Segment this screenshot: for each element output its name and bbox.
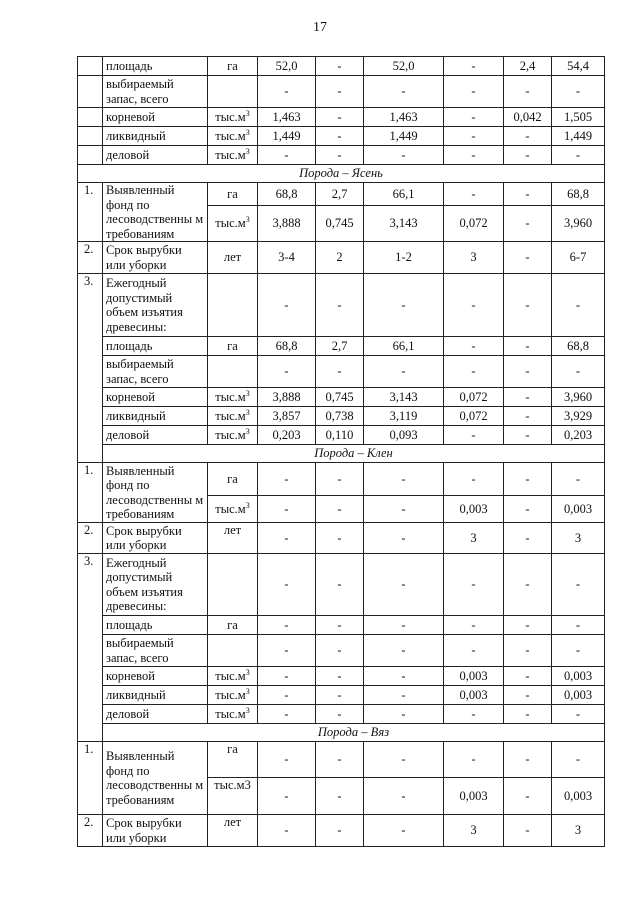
- value-cell: -: [504, 274, 552, 337]
- value-cell: -: [364, 667, 444, 686]
- unit-cell: [208, 635, 258, 667]
- value-cell: -: [504, 242, 552, 274]
- value-cell: 3: [552, 523, 605, 554]
- value-cell: -: [364, 616, 444, 635]
- value-cell: 68,8: [258, 337, 316, 356]
- value-cell: -: [364, 496, 444, 523]
- row-label: площадь: [103, 616, 208, 635]
- unit-cell: [208, 667, 258, 686]
- value-cell: 0,110: [316, 426, 364, 445]
- value-cell: -: [444, 635, 504, 667]
- unit-cell: [208, 407, 258, 426]
- row-label: деловой: [103, 426, 208, 445]
- value-cell: 1,449: [552, 127, 605, 146]
- table-row: [78, 742, 605, 778]
- table-row: [78, 337, 605, 356]
- row-number: 3.: [78, 554, 103, 742]
- value-cell: -: [504, 523, 552, 554]
- table-row: [78, 127, 605, 146]
- value-cell: 52,0: [258, 57, 316, 76]
- section-title: Порода – Клен: [103, 445, 605, 463]
- value-cell: 3: [444, 523, 504, 554]
- value-cell: -: [316, 356, 364, 388]
- value-cell: 0,003: [552, 667, 605, 686]
- row-label: Ежегодный допустимый объем изъятия древесины:: [103, 274, 208, 337]
- table-row: [78, 165, 605, 183]
- value-cell: -: [552, 146, 605, 165]
- row-label: ликвидный: [103, 686, 208, 705]
- table-row: [78, 705, 605, 724]
- value-cell: -: [258, 686, 316, 705]
- table-row: [78, 523, 605, 554]
- row-number: 2.: [78, 242, 103, 274]
- value-cell: -: [316, 742, 364, 778]
- value-cell: 1,449: [364, 127, 444, 146]
- row-label: выбираемый запас, всего: [103, 635, 208, 667]
- table-row: [78, 146, 605, 165]
- value-cell: -: [504, 337, 552, 356]
- value-cell: -: [316, 635, 364, 667]
- value-cell: 1-2: [364, 242, 444, 274]
- table-row: [78, 635, 605, 667]
- value-cell: -: [364, 742, 444, 778]
- value-cell: -: [364, 146, 444, 165]
- value-cell: -: [258, 356, 316, 388]
- value-cell: -: [552, 554, 605, 616]
- row-number: 1.: [78, 742, 103, 815]
- value-cell: -: [444, 426, 504, 445]
- row-label: Срок вырубки или уборки: [103, 523, 208, 554]
- value-cell: -: [504, 742, 552, 778]
- value-cell: -: [316, 667, 364, 686]
- unit-cell: га: [208, 742, 258, 778]
- row-label: корневой: [103, 108, 208, 127]
- table-row: [78, 445, 605, 463]
- value-cell: 6-7: [552, 242, 605, 274]
- table-row: [78, 407, 605, 426]
- row-number: [78, 76, 103, 108]
- unit-superscript: 3: [245, 146, 250, 156]
- table-row: [78, 554, 605, 616]
- row-label: выбираемый запас, всего: [103, 356, 208, 388]
- value-cell: -: [316, 57, 364, 76]
- table-row: [78, 463, 605, 496]
- unit-cell: [208, 426, 258, 445]
- value-cell: 1,505: [552, 108, 605, 127]
- unit-label: тыс.м: [215, 687, 246, 702]
- value-cell: 2,4: [504, 57, 552, 76]
- value-cell: -: [258, 463, 316, 496]
- value-cell: -: [444, 108, 504, 127]
- table-row: [78, 242, 605, 274]
- value-cell: -: [504, 616, 552, 635]
- value-cell: -: [504, 356, 552, 388]
- row-label: деловой: [103, 705, 208, 724]
- value-cell: -: [258, 667, 316, 686]
- value-cell: -: [364, 635, 444, 667]
- unit-superscript: 3: [245, 426, 250, 436]
- value-cell: -: [258, 778, 316, 815]
- value-cell: -: [258, 815, 316, 847]
- value-cell: 0,003: [552, 686, 605, 705]
- value-cell: -: [504, 76, 552, 108]
- value-cell: -: [258, 274, 316, 337]
- value-cell: -: [552, 76, 605, 108]
- value-cell: -: [552, 356, 605, 388]
- value-cell: -: [364, 274, 444, 337]
- unit-cell: [208, 206, 258, 242]
- unit-label: тыс.м: [215, 706, 246, 721]
- value-cell: -: [258, 76, 316, 108]
- unit-cell: [208, 127, 258, 146]
- row-label: деловой: [103, 146, 208, 165]
- unit-cell: лет: [208, 815, 258, 847]
- value-cell: 0,003: [552, 778, 605, 815]
- value-cell: 3,888: [258, 388, 316, 407]
- value-cell: 3,929: [552, 407, 605, 426]
- table-row: [78, 388, 605, 407]
- value-cell: -: [316, 686, 364, 705]
- unit-cell: га: [208, 337, 258, 356]
- value-cell: -: [364, 686, 444, 705]
- unit-cell: га: [208, 463, 258, 496]
- value-cell: 3-4: [258, 242, 316, 274]
- unit-cell: [208, 496, 258, 523]
- table-row: [78, 108, 605, 127]
- value-cell: -: [316, 496, 364, 523]
- unit-label: тыс.м: [215, 216, 246, 231]
- value-cell: -: [316, 274, 364, 337]
- value-cell: 0,203: [258, 426, 316, 445]
- value-cell: 0,738: [316, 407, 364, 426]
- value-cell: -: [364, 554, 444, 616]
- unit-cell: тыс.м3: [208, 778, 258, 815]
- value-cell: 68,8: [258, 183, 316, 206]
- value-cell: -: [316, 463, 364, 496]
- row-label: выбираемый запас, всего: [103, 76, 208, 108]
- value-cell: -: [504, 635, 552, 667]
- value-cell: -: [316, 108, 364, 127]
- row-number: 1.: [78, 463, 103, 523]
- row-label: ликвидный: [103, 407, 208, 426]
- value-cell: -: [258, 742, 316, 778]
- value-cell: 3,960: [552, 388, 605, 407]
- value-cell: -: [444, 705, 504, 724]
- unit-cell: [208, 146, 258, 165]
- row-label: Выявленный фонд по лесоводственны м требованиям: [103, 183, 208, 242]
- unit-superscript: 3: [245, 705, 250, 715]
- value-cell: 2,7: [316, 183, 364, 206]
- value-cell: -: [258, 146, 316, 165]
- unit-superscript: 3: [245, 686, 250, 696]
- row-label: корневой: [103, 388, 208, 407]
- value-cell: -: [364, 778, 444, 815]
- value-cell: -: [552, 742, 605, 778]
- value-cell: 0,003: [444, 778, 504, 815]
- value-cell: 2: [316, 242, 364, 274]
- value-cell: -: [364, 705, 444, 724]
- value-cell: -: [258, 554, 316, 616]
- value-cell: 0,003: [444, 667, 504, 686]
- value-cell: 0,093: [364, 426, 444, 445]
- table-row: [78, 426, 605, 445]
- value-cell: -: [316, 616, 364, 635]
- value-cell: 0,203: [552, 426, 605, 445]
- value-cell: -: [504, 554, 552, 616]
- value-cell: -: [364, 815, 444, 847]
- value-cell: -: [504, 183, 552, 206]
- unit-cell: [208, 356, 258, 388]
- row-number: [78, 108, 103, 127]
- unit-label: тыс.м: [215, 427, 246, 442]
- row-label: Срок вырубки или уборки: [103, 242, 208, 274]
- value-cell: 3: [444, 815, 504, 847]
- value-cell: -: [444, 742, 504, 778]
- row-number: [78, 57, 103, 76]
- value-cell: -: [504, 127, 552, 146]
- value-cell: -: [316, 815, 364, 847]
- value-cell: 66,1: [364, 183, 444, 206]
- value-cell: 3,960: [552, 206, 605, 242]
- unit-superscript: 3: [245, 500, 250, 510]
- value-cell: 3,143: [364, 206, 444, 242]
- unit-cell: га: [208, 57, 258, 76]
- row-label: Срок вырубки или уборки: [103, 815, 208, 847]
- table-row: [78, 616, 605, 635]
- value-cell: -: [444, 463, 504, 496]
- value-cell: 1,463: [258, 108, 316, 127]
- value-cell: 0,072: [444, 206, 504, 242]
- value-cell: 2,7: [316, 337, 364, 356]
- value-cell: 68,8: [552, 183, 605, 206]
- value-cell: -: [504, 667, 552, 686]
- value-cell: -: [504, 407, 552, 426]
- value-cell: 66,1: [364, 337, 444, 356]
- value-cell: 52,0: [364, 57, 444, 76]
- value-cell: -: [364, 356, 444, 388]
- value-cell: 68,8: [552, 337, 605, 356]
- unit-label: тыс.м: [215, 389, 246, 404]
- unit-label: тыс.м: [215, 408, 246, 423]
- value-cell: -: [444, 554, 504, 616]
- table-body: [78, 57, 605, 847]
- value-cell: -: [444, 183, 504, 206]
- value-cell: -: [504, 705, 552, 724]
- value-cell: -: [504, 388, 552, 407]
- value-cell: -: [258, 523, 316, 554]
- unit-superscript: 3: [245, 127, 250, 137]
- value-cell: -: [504, 426, 552, 445]
- unit-superscript: 3: [245, 388, 250, 398]
- value-cell: -: [504, 146, 552, 165]
- value-cell: 0,003: [552, 496, 605, 523]
- row-label: Ежегодный допустимый объем изъятия древесины:: [103, 554, 208, 616]
- unit-cell: лет: [208, 523, 258, 554]
- section-title: Порода – Ясень: [78, 165, 605, 183]
- value-cell: -: [552, 635, 605, 667]
- unit-superscript: 3: [245, 108, 250, 118]
- unit-cell: [208, 705, 258, 724]
- value-cell: -: [316, 705, 364, 724]
- value-cell: -: [258, 635, 316, 667]
- unit-cell: [208, 554, 258, 616]
- row-label: корневой: [103, 667, 208, 686]
- unit-cell: [208, 108, 258, 127]
- value-cell: 0,745: [316, 206, 364, 242]
- row-label: площадь: [103, 337, 208, 356]
- unit-label: тыс.м: [215, 668, 246, 683]
- unit-label: тыс.м: [215, 109, 246, 124]
- unit-superscript: 3: [245, 215, 250, 225]
- value-cell: -: [552, 274, 605, 337]
- value-cell: -: [258, 496, 316, 523]
- timber-table: [77, 56, 605, 847]
- value-cell: -: [552, 463, 605, 496]
- row-number: [78, 146, 103, 165]
- unit-label: тыс.м: [215, 147, 246, 162]
- value-cell: 0,072: [444, 407, 504, 426]
- table-row: [78, 815, 605, 847]
- value-cell: -: [504, 463, 552, 496]
- table-row: [78, 57, 605, 76]
- value-cell: -: [258, 705, 316, 724]
- table-row: [78, 356, 605, 388]
- unit-cell: [208, 686, 258, 705]
- value-cell: 1,463: [364, 108, 444, 127]
- value-cell: 3: [552, 815, 605, 847]
- value-cell: -: [364, 523, 444, 554]
- value-cell: -: [316, 554, 364, 616]
- value-cell: 3,119: [364, 407, 444, 426]
- row-number: 2.: [78, 523, 103, 554]
- row-number: 3.: [78, 274, 103, 463]
- value-cell: -: [444, 274, 504, 337]
- unit-superscript: 3: [245, 667, 250, 677]
- value-cell: -: [504, 206, 552, 242]
- value-cell: 0,745: [316, 388, 364, 407]
- table-row: [78, 724, 605, 742]
- value-cell: -: [364, 76, 444, 108]
- table-row: [78, 667, 605, 686]
- value-cell: -: [258, 616, 316, 635]
- unit-cell: [208, 388, 258, 407]
- value-cell: 3,888: [258, 206, 316, 242]
- unit-cell: га: [208, 616, 258, 635]
- row-number: 1.: [78, 183, 103, 242]
- value-cell: 0,003: [444, 496, 504, 523]
- value-cell: -: [316, 76, 364, 108]
- table-row: [78, 686, 605, 705]
- value-cell: -: [444, 146, 504, 165]
- value-cell: -: [444, 57, 504, 76]
- value-cell: -: [316, 146, 364, 165]
- value-cell: 54,4: [552, 57, 605, 76]
- unit-cell: лет: [208, 242, 258, 274]
- value-cell: 0,003: [444, 686, 504, 705]
- value-cell: -: [504, 496, 552, 523]
- value-cell: -: [552, 616, 605, 635]
- value-cell: -: [444, 76, 504, 108]
- value-cell: 3,857: [258, 407, 316, 426]
- value-cell: -: [552, 705, 605, 724]
- row-label: Выявленный фонд по лесоводственны м требованиям: [103, 463, 208, 523]
- value-cell: -: [504, 686, 552, 705]
- row-number: [78, 127, 103, 146]
- unit-label: тыс.м: [215, 501, 246, 516]
- unit-cell: [208, 274, 258, 337]
- section-title: Порода – Вяз: [103, 724, 605, 742]
- row-label: площадь: [103, 57, 208, 76]
- row-number: 2.: [78, 815, 103, 847]
- table-row: [78, 183, 605, 206]
- value-cell: -: [504, 815, 552, 847]
- row-label: ликвидный: [103, 127, 208, 146]
- value-cell: -: [444, 616, 504, 635]
- value-cell: -: [504, 778, 552, 815]
- value-cell: 3: [444, 242, 504, 274]
- table-row: [78, 274, 605, 337]
- value-cell: 3,143: [364, 388, 444, 407]
- value-cell: -: [316, 778, 364, 815]
- unit-cell: га: [208, 183, 258, 206]
- unit-label: тыс.м: [215, 128, 246, 143]
- unit-superscript: 3: [245, 407, 250, 417]
- value-cell: -: [364, 463, 444, 496]
- table-row: [78, 76, 605, 108]
- value-cell: -: [444, 356, 504, 388]
- value-cell: -: [316, 127, 364, 146]
- value-cell: -: [444, 337, 504, 356]
- value-cell: 1,449: [258, 127, 316, 146]
- page-number: 17: [313, 20, 327, 35]
- value-cell: -: [316, 523, 364, 554]
- value-cell: 0,072: [444, 388, 504, 407]
- value-cell: -: [444, 127, 504, 146]
- unit-cell: [208, 76, 258, 108]
- row-label: Выявленный фонд по лесоводственны м требованиям: [103, 742, 208, 815]
- value-cell: 0,042: [504, 108, 552, 127]
